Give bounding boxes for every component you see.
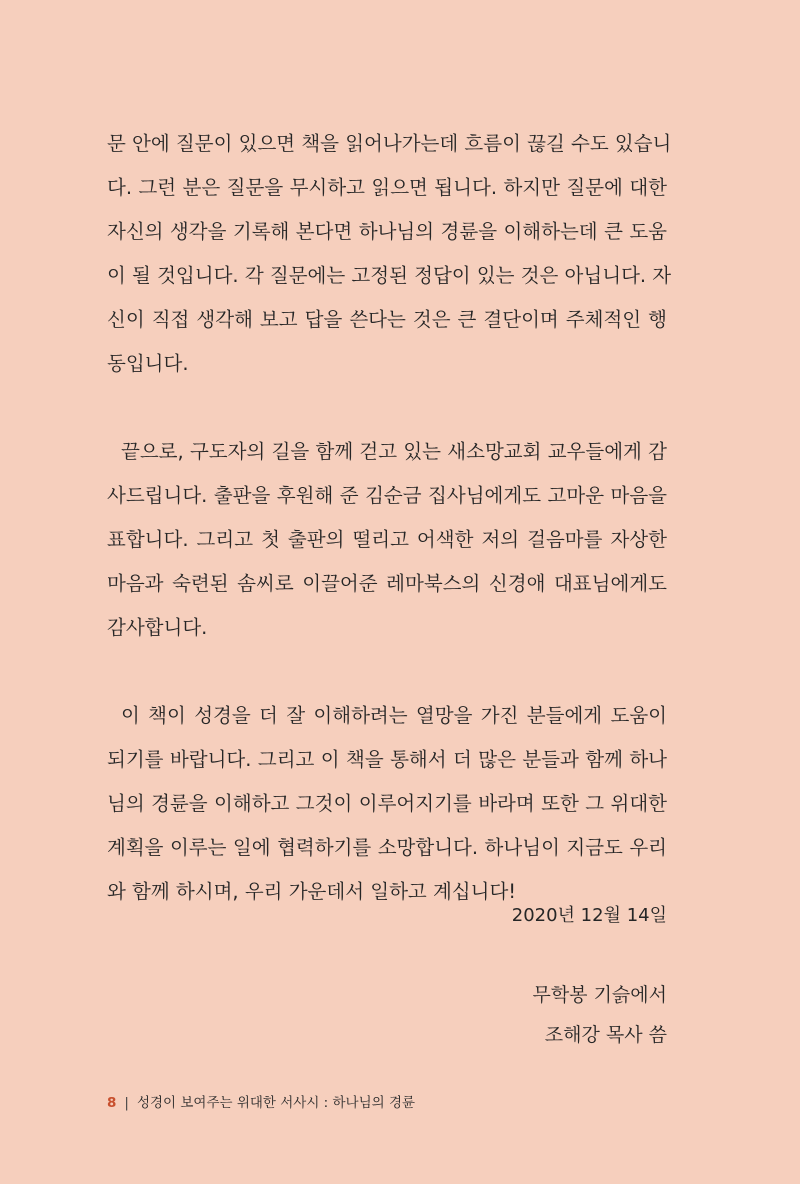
paragraph-line: 되기를 바랍니다. 그리고 이 책을 통해서 더 많은 분들과 함께 하나 [107, 748, 667, 771]
paragraph-line: 사드립니다. 출판을 후원해 준 김순금 집사님에게도 고마운 마음을 [107, 484, 667, 507]
paragraph-line: 이 될 것입니다. 각 질문에는 고정된 정답이 있는 것은 아닙니다. 자 [107, 264, 672, 287]
paragraph-line: 끝으로, 구도자의 길을 함께 걷고 있는 새소망교회 교우들에게 감 [121, 440, 667, 463]
body-text [107, 122, 672, 914]
paragraph-line: 님의 경륜을 이해하고 그것이 이루어지기를 바라며 또한 그 위대한 [107, 792, 667, 815]
page-number: 8 [107, 1095, 117, 1111]
paragraph-gap [107, 386, 667, 430]
footer-separator: | [124, 1095, 129, 1111]
paragraph-line: 감사합니다. [107, 616, 208, 639]
paragraph-line: 와 함께 하시며, 우리 가운데서 일하고 계십니다! [107, 880, 517, 903]
paragraph-line: 계획을 이루는 일에 협력하기를 소망합니다. 하나님이 지금도 우리 [107, 836, 667, 859]
paragraph-line: 표합니다. 그리고 첫 출판의 떨리고 어색한 저의 걸음마를 자상한 [107, 528, 667, 551]
date-line: 2020년 12월 14일 [511, 905, 667, 926]
paragraph-line: 다. 그런 분은 질문을 무시하고 읽으면 됩니다. 하지만 질문에 대한 [107, 176, 667, 199]
page-footer [107, 1092, 415, 1114]
paragraph-gap [107, 650, 667, 694]
signature-place: 무학봉 기슭에서 [532, 984, 667, 1006]
signature-author: 조해강 목사 씀 [544, 1024, 667, 1046]
paragraph-line: 마음과 숙련된 솜씨로 이끌어준 레마북스의 신경애 대표님에게도 [107, 572, 667, 595]
paragraph-line: 이 책이 성경을 더 잘 이해하려는 열망을 가진 분들에게 도움이 [121, 704, 667, 727]
paragraph-line: 신이 직접 생각해 보고 답을 쓴다는 것은 큰 결단이며 주체적인 행 [107, 308, 667, 331]
paragraph-1 [107, 122, 672, 386]
paragraph-line: 자신의 생각을 기록해 본다면 하나님의 경륜을 이해하는데 큰 도움 [107, 220, 667, 243]
paragraph-line: 문 안에 질문이 있으면 책을 읽어나가는데 흐름이 끊길 수도 있습니 [107, 132, 672, 155]
paragraph-2 [107, 430, 667, 650]
paragraph-line: 동입니다. [107, 352, 189, 375]
signature-block [532, 975, 667, 1055]
paragraph-3 [107, 694, 667, 914]
running-title: 성경이 보여주는 위대한 서사시 : 하나님의 경륜 [136, 1095, 416, 1111]
